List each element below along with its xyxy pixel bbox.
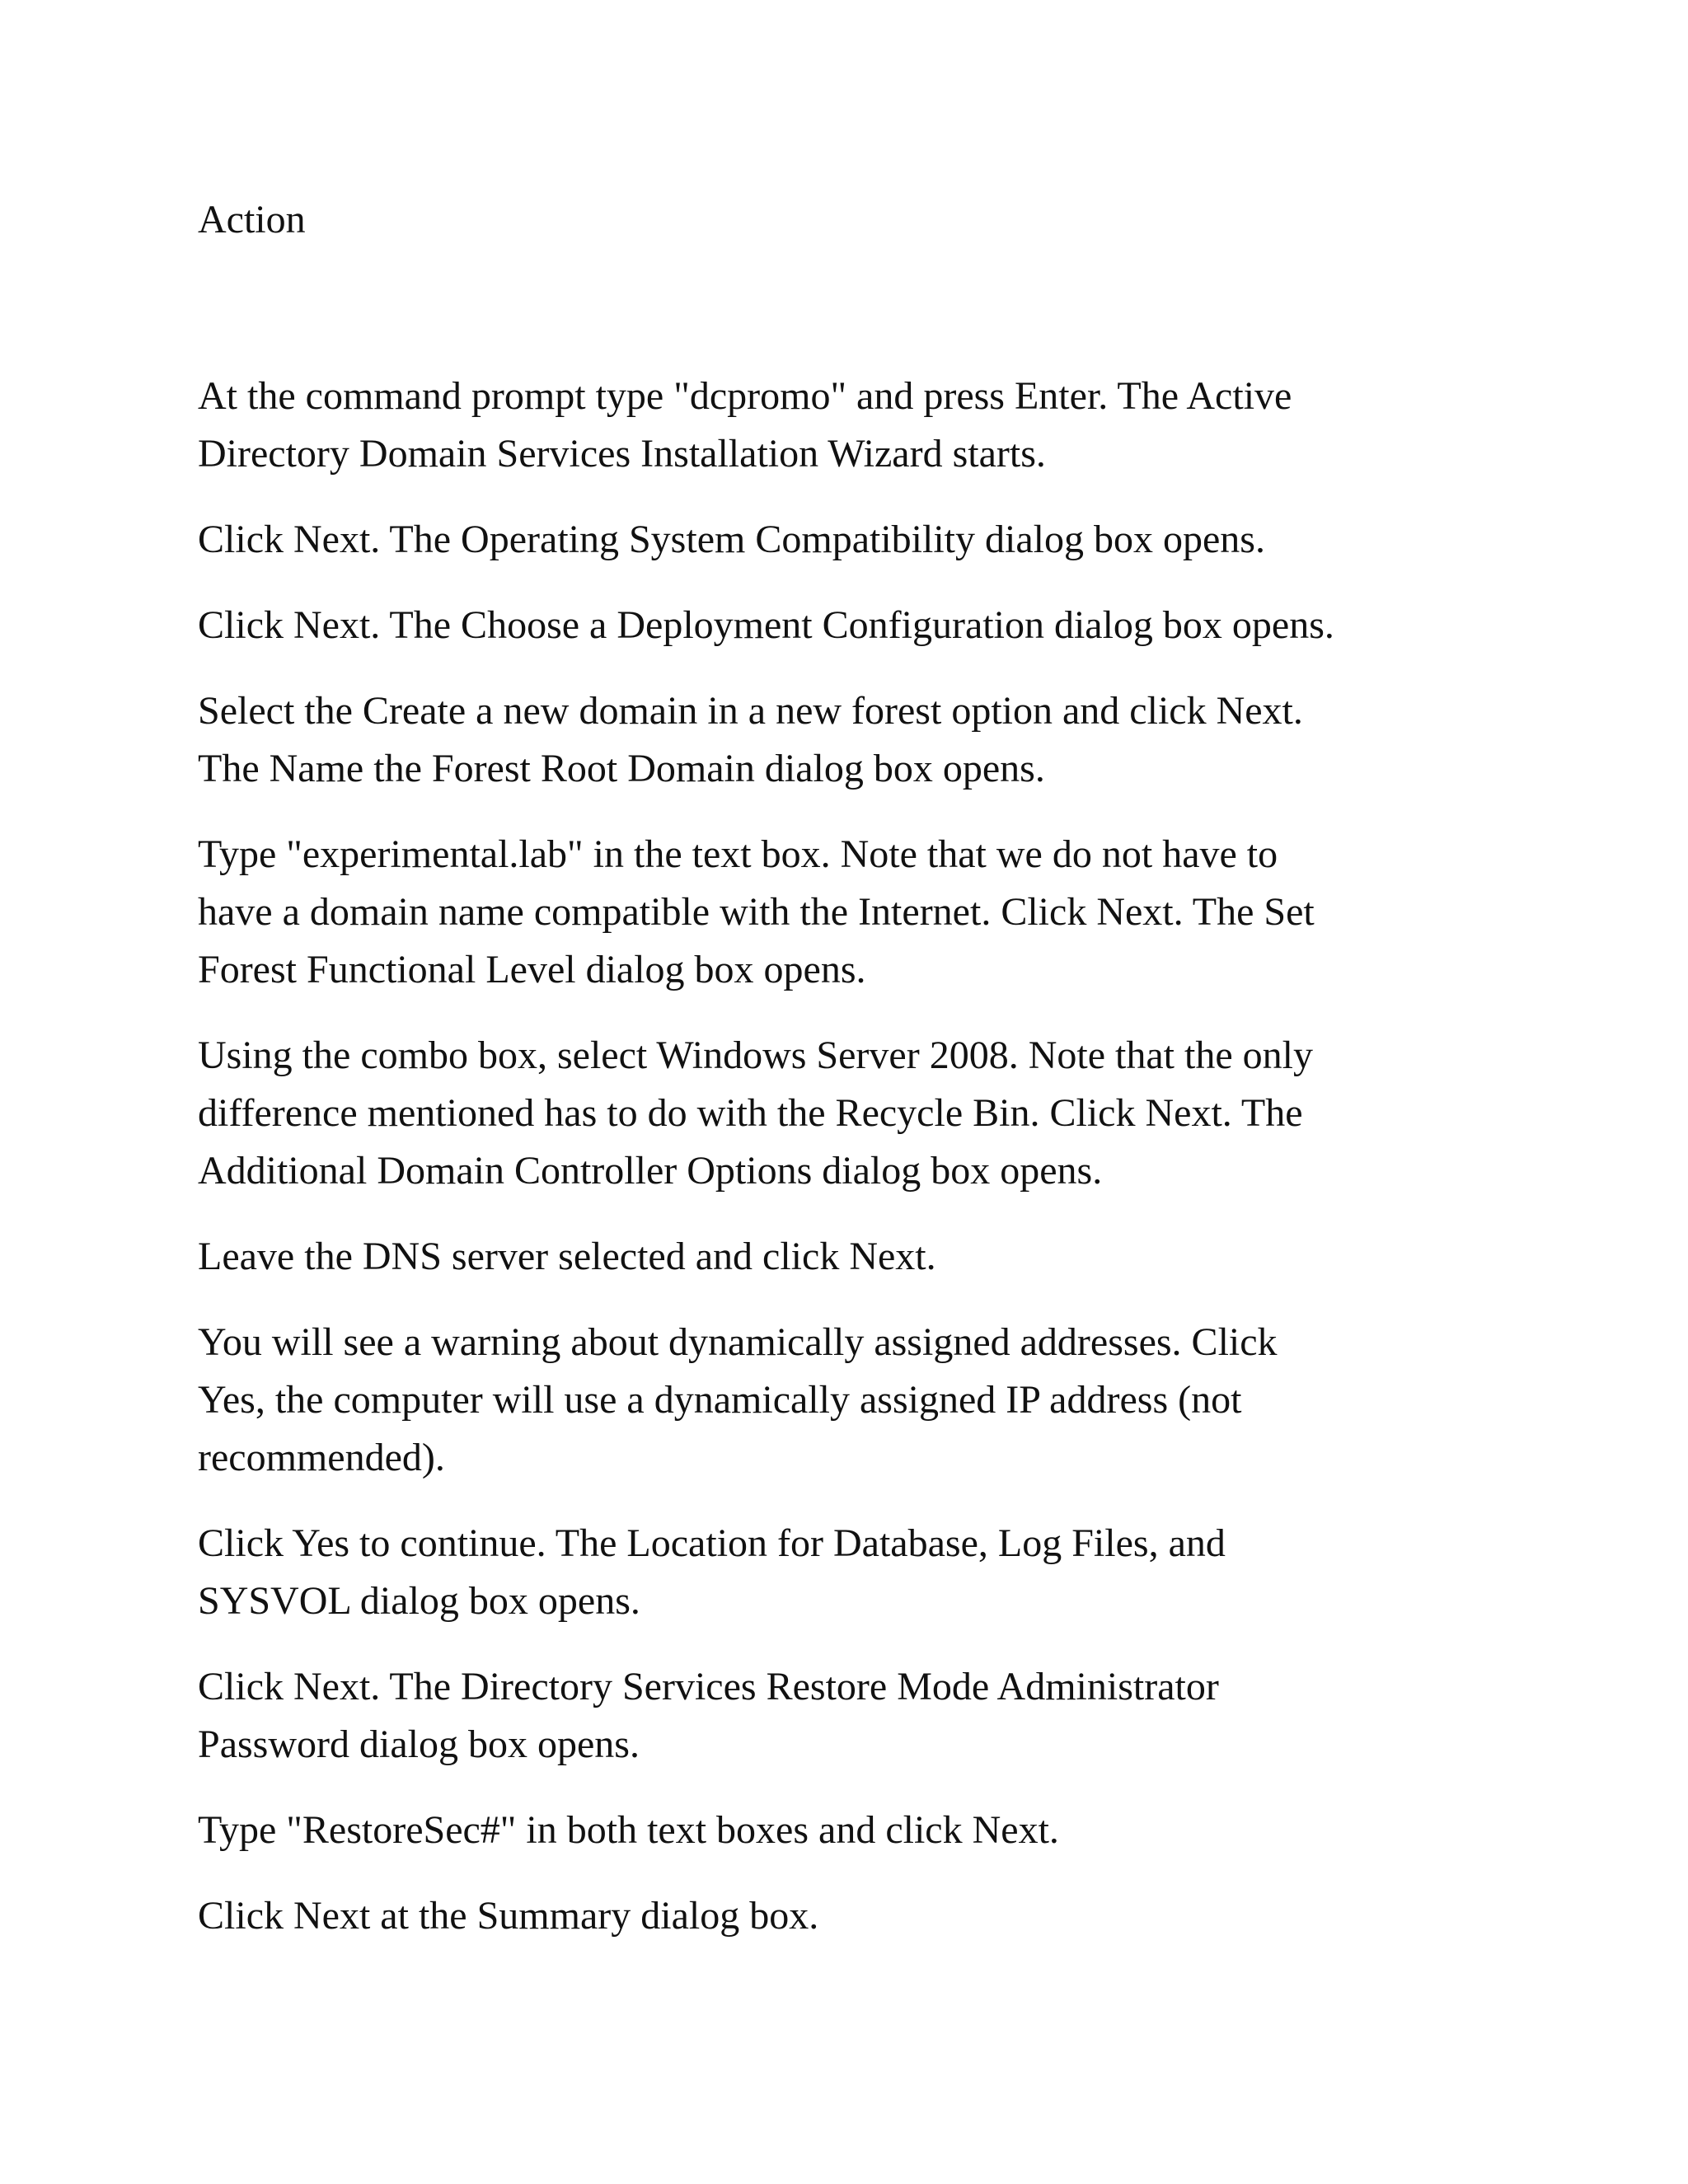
step-5: Type "experimental.lab" in the text box. Note that we do not have to have a domain name compatible with the Internet. Click Next. The Set Forest Functional Level dialog box opens. bbox=[198, 832, 1315, 991]
instruction-steps bbox=[198, 368, 1533, 1945]
step-3: Click Next. The Choose a Deployment Configuration dialog box opens. bbox=[198, 603, 1334, 647]
step-6: Using the combo box, select Windows Server 2008. Note that the only difference mentioned has to do with the Recycle Bin. Click Next. The Additional Domain Controller Options dialog box opens. bbox=[198, 1033, 1313, 1193]
step-11: Type "RestoreSec#" in both text boxes and click Next. bbox=[198, 1808, 1059, 1852]
step-8: You will see a warning about dynamically assigned addresses. Click Yes, the computer will use a dynamically assigned IP address (not recommended). bbox=[198, 1320, 1278, 1479]
step-10: Click Next. The Directory Services Restore Mode Administrator Password dialog box opens. bbox=[198, 1665, 1219, 1766]
step-12: Click Next at the Summary dialog box. bbox=[198, 1894, 819, 1938]
step-7: Leave the DNS server selected and click Next. bbox=[198, 1235, 936, 1278]
step-9: Click Yes to continue. The Location for Database, Log Files, and SYSVOL dialog box opens. bbox=[198, 1521, 1226, 1623]
section-heading: Action bbox=[198, 198, 306, 241]
document-content bbox=[198, 191, 1533, 1973]
step-4: Select the Create a new domain in a new forest option and click Next. The Name the Forest Root Domain dialog box opens. bbox=[198, 689, 1303, 790]
step-2: Click Next. The Operating System Compatibility dialog box opens. bbox=[198, 518, 1265, 561]
step-1: At the command prompt type "dcpromo" and press Enter. The Active Directory Domain Services Installation Wizard starts. bbox=[198, 374, 1292, 476]
